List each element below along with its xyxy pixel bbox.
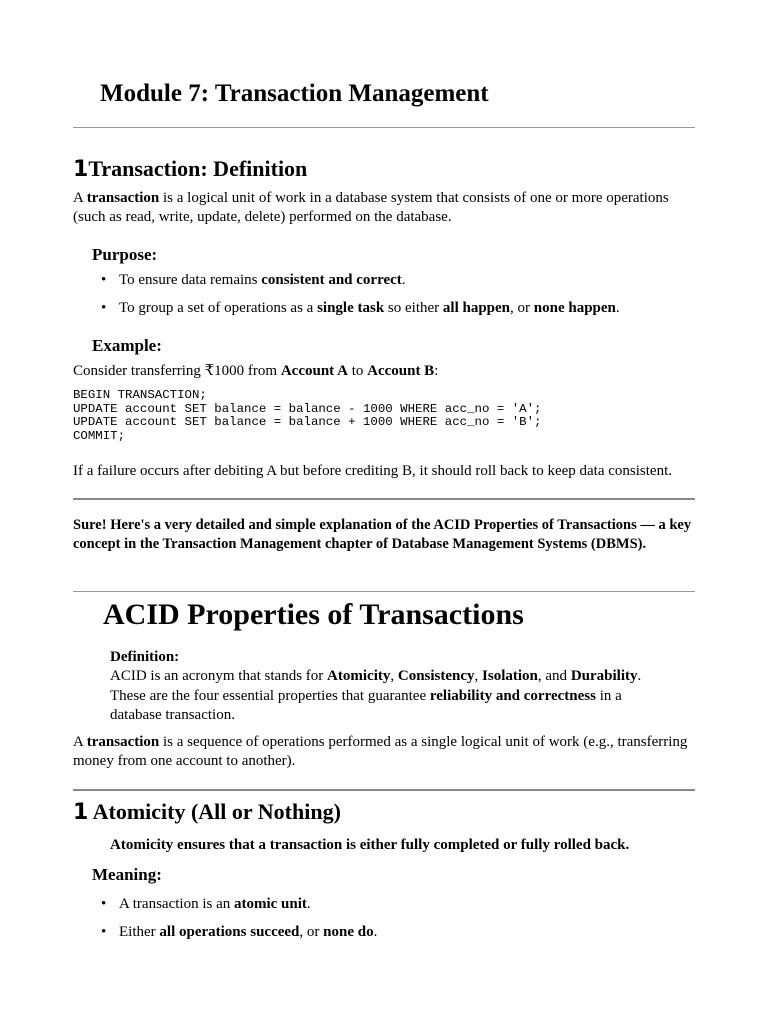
list-item: • Either all operations succeed, or none do. [101, 924, 378, 940]
failure-note: If a failure occurs after debiting A but before crediting B, it should roll back to keep data consistent. [73, 463, 672, 479]
section-title: Transaction: Definition [88, 156, 308, 181]
section-heading-atomicity [73, 799, 341, 825]
example-text: Consider transferring ₹1000 from Account A to Account B: [73, 363, 439, 379]
definition-label: Definition: [110, 649, 180, 665]
atomicity-summary: Atomicity ensures that a transaction is either fully completed or fully rolled back. [110, 837, 630, 853]
acid-definition: ACID is an acronym that stands for Atomicity, Consistency, Isolation, and Durability. These are the four essential properties that guarantee reliability and correctness in a database transaction. [110, 668, 642, 723]
meaning-heading: Meaning: [92, 865, 162, 884]
divider [73, 789, 695, 791]
purpose-heading: Purpose: [92, 245, 158, 264]
transaction-description: A transaction is a sequence of operations performed as a single logical unit of work (e.g., transferring money from one account to another). [73, 734, 688, 769]
section-number: 1 [73, 800, 89, 825]
section-number: 1 [73, 157, 89, 182]
divider [73, 498, 695, 500]
acid-title: ACID Properties of Transactions [103, 598, 524, 631]
intro-text: Sure! Here's a very detailed and simple explanation of the ACID Properties of Transactions — a key concept in the Transaction Management chapter of Database Management Systems (DBMS). [73, 517, 692, 552]
divider [73, 127, 695, 128]
list-item: • A transaction is an atomic unit. [101, 896, 311, 912]
code-block: BEGIN TRANSACTION; UPDATE account SET balance = balance - 1000 WHERE acc_no = 'A'; UPDATE account SET balance = balance + 1000 WHERE acc_no = 'B'; COMMIT; [73, 388, 542, 444]
list-item: • To ensure data remains consistent and correct. [101, 272, 406, 288]
divider [73, 591, 695, 592]
transaction-definition: A transaction is a logical unit of work in a database system that consists of one or more operations (such as read, write, update, delete) performed on the database. [73, 190, 669, 225]
section-title: Atomicity (All or Nothing) [92, 799, 341, 824]
section-heading-transaction [73, 156, 307, 182]
list-item: • To group a set of operations as a single task so either all happen, or none happen. [101, 300, 620, 316]
page-title: Module 7: Transaction Management [100, 80, 489, 107]
example-heading: Example: [92, 336, 162, 355]
